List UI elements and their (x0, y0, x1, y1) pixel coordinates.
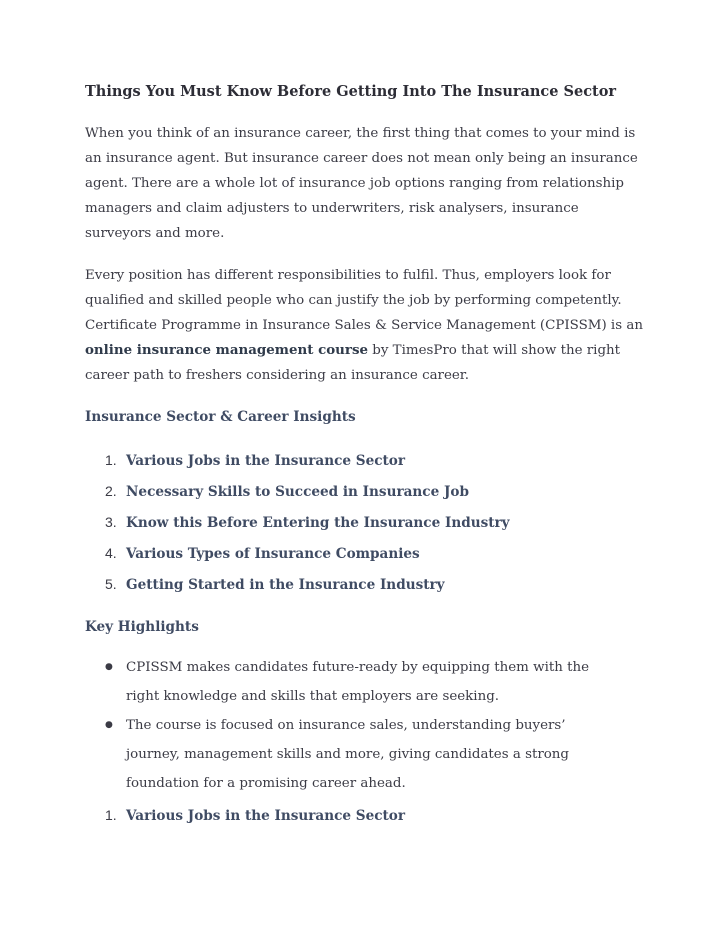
insights-list (85, 445, 645, 600)
list-item-text[interactable]: Various Jobs in the Insurance Sector (126, 453, 406, 469)
list-item-text[interactable]: Know this Before Entering the Insurance Industry (126, 515, 510, 531)
list-item[interactable] (85, 569, 645, 600)
list-item[interactable] (85, 445, 645, 476)
bullet-text: CPISSM makes candidates future-ready by equipping them with the right knowledge and skills that employers are seeking. (126, 660, 590, 704)
list-item[interactable] (85, 538, 645, 569)
jobs-list (85, 800, 645, 831)
bullet-icon: ● (105, 662, 113, 672)
list-item-text[interactable]: Getting Started in the Insurance Industry (126, 577, 445, 593)
list-item[interactable] (85, 476, 645, 507)
list-item-number: 1. (105, 452, 117, 468)
course-paragraph (85, 263, 645, 388)
document-page (85, 80, 645, 831)
highlights-heading: Key Highlights (85, 619, 199, 635)
list-item-number: 4. (105, 545, 117, 561)
bullet-text: The course is focused on insurance sales, understanding buyers’ journey, management skills and more, giving candidates a strong foundation for a promising career ahead. (126, 718, 570, 791)
course-paragraph-text-end: by TimesPro that will show the right career path to freshers considering an insurance career. (85, 343, 621, 383)
course-link-text[interactable]: online insurance management course (85, 342, 369, 358)
bullet-item (85, 653, 645, 711)
list-item-text[interactable]: Necessary Skills to Succeed in Insurance Job (126, 484, 469, 500)
bullet-icon: ● (105, 720, 113, 730)
document-title: Things You Must Know Before Getting Into The Insurance Sector (85, 83, 617, 100)
list-item-number: 5. (105, 576, 117, 592)
list-item-text[interactable]: Various Types of Insurance Companies (126, 546, 420, 562)
list-item[interactable] (85, 800, 645, 831)
course-paragraph-text-start: Every position has different responsibilities to fulfil. Thus, employers look for qualified and skilled people who can justify the job by performing competently. Certificate Programme in Insurance Sales & Service Management (CPISSM) is an (85, 268, 643, 333)
list-item-number: 3. (105, 514, 117, 530)
highlights-list (85, 653, 645, 798)
insights-heading: Insurance Sector & Career Insights (85, 409, 356, 425)
list-item-number: 2. (105, 483, 117, 499)
bullet-item (85, 711, 645, 798)
list-item-text[interactable]: Various Jobs in the Insurance Sector (126, 808, 406, 824)
list-item-number: 1. (105, 807, 117, 823)
list-item[interactable] (85, 507, 645, 538)
intro-paragraph: When you think of an insurance career, the first thing that comes to your mind is an insurance agent. But insurance career does not mean only being an insurance agent. There are a whole lot of insurance job options ranging from relationship managers and claim adjusters to underwriters, risk analysers, insurance surveyors and more. (85, 126, 638, 241)
